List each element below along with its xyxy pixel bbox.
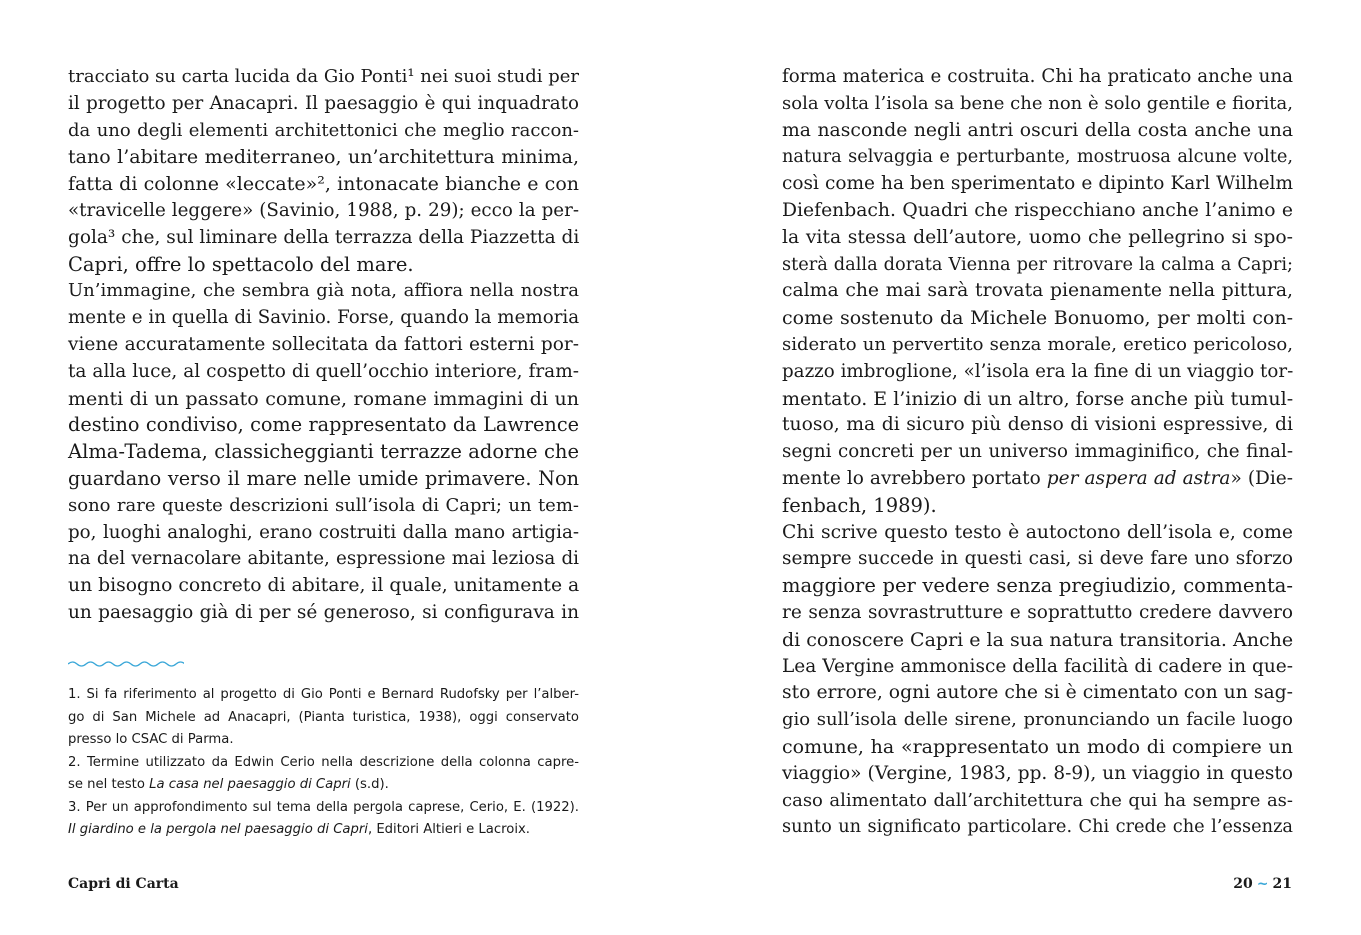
body-line: Capri, offre lo spettacolo del mare. <box>68 252 414 276</box>
body-line: Lea Vergine ammonisce della facilità di cadere in que- <box>782 655 1293 677</box>
body-line: ma nasconde negli antri oscuri della costa anche una <box>782 119 1293 141</box>
footnote-line: 1. Si fa riferimento al progetto di Gio Ponti e Bernard Rudofsky per l’alber- <box>68 687 579 702</box>
body-line: comune, ha «rappresentato un modo di compiere un <box>782 735 1293 758</box>
body-line: Chi scrive questo testo è autoctono dell’isola e, come <box>782 521 1293 543</box>
right-page <box>680 0 1360 935</box>
body-text: mente lo avrebbero portato <box>782 467 1047 489</box>
footnote-line: presso lo CSAC di Parma. <box>68 732 234 747</box>
footnote-line: go di San Michele ad Anacapri, (Pianta turistica, 1938), oggi conservato <box>68 709 579 725</box>
footnote-line: 2. Termine utilizzato da Edwin Cerio nella descrizione della colonna capre- <box>68 754 579 770</box>
left-body-text <box>68 64 579 627</box>
body-line: maggiore per vedere senza pregiudizio, commenta- <box>782 574 1293 598</box>
body-line: guardano verso il mare nelle umide primavere. Non <box>68 466 579 490</box>
body-line: menti di un passato comune, romane immagini di un <box>68 387 579 410</box>
body-line: viene accuratamente sollecitata da fattori esterni por- <box>68 333 579 355</box>
footnote-text: , Editori Altieri e Lacroix. <box>367 822 530 837</box>
body-line: gio sull’isola delle sirene, pronunciando un facile luogo <box>782 709 1293 731</box>
body-line: mente e in quella di Savinio. Forse, quando la memoria <box>68 307 580 329</box>
footnote-line: 3. Per un approfondimento sul tema della pergola caprese, Cerio, E. (1922). <box>68 799 579 815</box>
footer-book-title: Capri di Carta <box>68 876 179 892</box>
body-line: fenbach, 1989). <box>782 493 937 517</box>
footnote-text: (s.d). <box>350 777 389 792</box>
body-line: sono rare queste descrizioni sull’isola di Capri; un tem- <box>68 494 579 516</box>
body-line: viaggio» (Vergine, 1983, pp. 8-9), un viaggio in questo <box>782 762 1293 784</box>
body-line: po, luoghi analoghi, erano costruiti dalla mano artigia- <box>68 521 579 543</box>
latin-phrase: per aspera ad astra <box>1046 467 1231 489</box>
body-line: gola³ che, sul liminare della terrazza della Piazzetta di <box>68 226 580 248</box>
body-line: di conoscere Capri e la sua natura transitoria. Anche <box>782 628 1294 651</box>
footnote-wave-divider <box>68 659 184 669</box>
body-line: sempre succede in questi casi, si deve fare uno sforzo <box>782 548 1293 570</box>
left-page <box>0 0 680 935</box>
body-line: forma materica e costruita. Chi ha praticato anche una <box>782 66 1293 87</box>
page-numbers <box>1233 876 1292 892</box>
right-body-text <box>782 64 1293 841</box>
page-number-left: 20 <box>1233 876 1253 892</box>
body-line: calma che mai sarà trovata pienamente nella pittura, <box>782 280 1293 302</box>
page-number-right: 21 <box>1272 876 1292 892</box>
body-line <box>782 466 1293 493</box>
body-line: tracciato su carta lucida da Gio Ponti¹ nei suoi studi per <box>68 66 579 87</box>
footnote-line <box>68 774 579 797</box>
body-line: tuoso, ma di sicuro più denso di visioni espressive, di <box>782 414 1293 436</box>
body-line: sola volta l’isola sa bene che non è solo gentile e fiorita, <box>782 92 1293 114</box>
body-line: sto errore, ogni autore che si è cimentato con un sag- <box>782 682 1293 704</box>
tilde-separator: ~ <box>1256 876 1269 892</box>
body-text: » (Die- <box>1230 467 1293 489</box>
body-line: la vita stessa dell’autore, uomo che pellegrino si spo- <box>782 226 1293 248</box>
body-line: così come ha ben sperimentato e dipinto Karl Wilhelm <box>782 173 1293 195</box>
body-line: pazzo imbroglione, «l’isola era la fine di un viaggio tor- <box>782 360 1294 382</box>
body-line: il progetto per Anacapri. Il paesaggio è qui inquadrato <box>68 92 579 114</box>
body-line: caso alimentato dall’architettura che qui ha sempre as- <box>782 789 1293 811</box>
footnote-italic-title: La casa nel paesaggio di Capri <box>149 777 351 792</box>
body-line: sunto un significato particolare. Chi crede che l’essenza <box>782 817 1293 838</box>
footnote-italic-title: Il giardino e la pergola nel paesaggio di Capri <box>68 822 368 837</box>
body-line: na del vernacolare abitante, espressione mai leziosa di <box>68 548 579 570</box>
body-line: un paesaggio già di per sé generoso, si configurava in <box>68 601 579 623</box>
body-line: Alma-Tadema, classicheggianti terrazze adorne che <box>68 440 579 464</box>
body-line: natura selvaggia e perturbante, mostruosa alcune volte, <box>782 147 1293 168</box>
body-line: da uno degli elementi architettonici che meglio raccon- <box>68 119 579 141</box>
body-line: come sostenuto da Michele Bonuomo, per molti con- <box>782 307 1293 330</box>
body-line: destino condiviso, come rappresentato da Lawrence <box>68 413 579 437</box>
body-line: tano l’abitare mediterraneo, un’architettura minima, <box>68 146 579 169</box>
body-line: segni concreti per un universo immaginifico, che final- <box>782 441 1293 463</box>
footnote-line <box>68 819 579 842</box>
body-line: re senza sovrastrutture e soprattutto credere davvero <box>782 601 1293 623</box>
body-line: Un’immagine, che sembra già nota, affiora nella nostra <box>68 280 579 302</box>
body-line: fatta di colonne «leccate»², intonacate bianche e con <box>68 173 579 196</box>
footnotes <box>68 684 579 842</box>
body-line: siderato un pervertito senza morale, eretico pericoloso, <box>782 333 1293 355</box>
body-line: mentato. E l’inizio di un altro, forse anche più tumul- <box>782 387 1294 410</box>
body-line: ta alla luce, al cospetto di quell’occhio interiore, fram- <box>68 360 579 382</box>
footnote-text: se nel testo <box>68 777 150 792</box>
body-line: un bisogno concreto di abitare, il quale, unitamente a <box>68 575 580 597</box>
body-line: Diefenbach. Quadri che rispecchiano anche l’animo e <box>782 199 1293 221</box>
body-line: «travicelle leggere» (Savinio, 1988, p. 29); ecco la per- <box>68 199 579 221</box>
body-line: sterà dalla dorata Vienna per ritrovare la calma a Capri; <box>782 254 1293 275</box>
